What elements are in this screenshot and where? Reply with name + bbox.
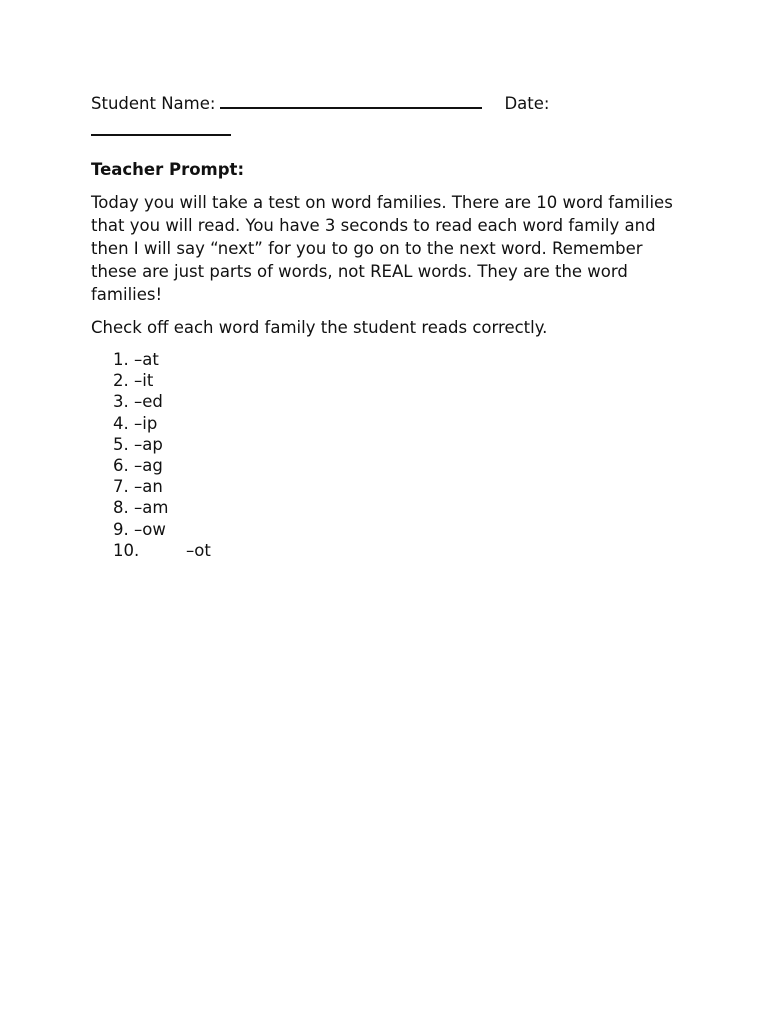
word-family-list (91, 349, 691, 561)
student-name-label: Student Name: (91, 94, 216, 113)
list-item (113, 497, 691, 518)
item-number: 9. (113, 519, 129, 539)
item-number: 1. (113, 350, 129, 369)
list-item (113, 519, 691, 540)
item-number: 2. (113, 371, 129, 391)
word-family: –ed (134, 392, 163, 412)
item-number: 3. (113, 392, 129, 412)
item-number: 10. (113, 540, 140, 560)
word-family: –am (134, 498, 169, 518)
instruction-text: Check off each word family the student reads correctly. (91, 318, 548, 337)
student-name-blank (220, 91, 482, 109)
word-family: –it (134, 371, 154, 391)
prompt-paragraph: Today you will take a test on word families. There are 10 word families that you will read. You have 3 seconds to read each word family and then I will say “next” for you to go on to the next word. Remember these are just parts of words, not REAL words. They are the word families! (91, 193, 673, 304)
teacher-prompt-heading: Teacher Prompt: (91, 160, 245, 179)
list-item (113, 413, 691, 434)
date-blank (91, 116, 231, 136)
item-number: 4. (113, 413, 129, 433)
item-number: 6. (113, 456, 129, 476)
list-item (113, 540, 691, 561)
list-item (113, 434, 691, 455)
header-row (91, 91, 691, 136)
word-family: –ow (134, 519, 166, 539)
list-item (113, 370, 691, 391)
list-item (113, 455, 691, 476)
word-family: –ag (134, 456, 163, 476)
list-item (113, 349, 691, 370)
item-number: 7. (113, 477, 129, 497)
word-family: –ip (134, 413, 158, 433)
list-item (113, 391, 691, 412)
date-label: Date: (504, 94, 550, 113)
item-number: 5. (113, 434, 129, 454)
list-item (113, 476, 691, 497)
item-number: 8. (113, 498, 129, 518)
word-family: –ap (134, 434, 163, 454)
worksheet-page (91, 91, 691, 561)
word-family: –at (134, 350, 159, 369)
word-family: –an (134, 477, 163, 497)
word-family: –ot (186, 540, 211, 560)
